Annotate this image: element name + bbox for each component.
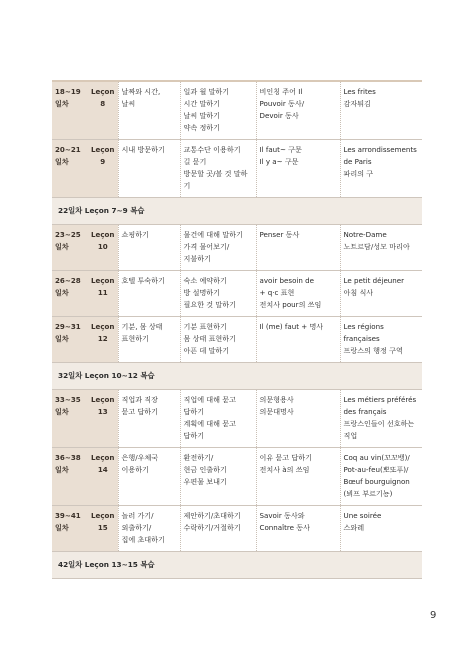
lesson-cell [88, 317, 118, 363]
culture-line: Les arrondissements [343, 145, 417, 154]
culture-line: 노트르담/성모 마리아 [343, 242, 410, 251]
culture-cell [340, 81, 422, 140]
lesson-row [52, 448, 422, 506]
culture-line: 직업 [343, 431, 358, 440]
function-line: 일과 월 말하기 [183, 87, 230, 96]
day-range: 33~35일차 [52, 390, 88, 448]
lesson-number: 10 [97, 242, 108, 251]
grammar-line: avoir besoin de [259, 276, 315, 285]
function-line: 방문할 곳/볼 것 말하기 [183, 169, 248, 190]
culture-line: françaises [343, 334, 380, 343]
function-line: 물건에 대해 말하기 [183, 230, 243, 239]
lesson-label: Leçon [91, 453, 115, 462]
function-cell [180, 140, 256, 198]
function-cell [180, 506, 256, 552]
function-line: 현금 인출하기 [183, 465, 227, 474]
function-line: 약속 정하기 [183, 123, 221, 132]
culture-line: Le petit déjeuner [343, 276, 405, 285]
culture-cell [340, 140, 422, 198]
culture-cell [340, 225, 422, 271]
day-range: 20~21일차 [52, 140, 88, 198]
grammar-line: Il faut~ 구문 [259, 145, 302, 154]
topic-line: 이용하기 [121, 465, 149, 474]
topic-line: 집에 초대하기 [121, 535, 165, 544]
review-row [52, 552, 422, 579]
grammar-cell [256, 317, 340, 363]
grammar-line: + q·c 표현 [259, 288, 295, 297]
lesson-cell [88, 81, 118, 140]
grammar-line: Devoir 동사 [259, 111, 299, 120]
review-label: 42일차 Leçon 13~15 복습 [52, 552, 422, 579]
topic-cell [118, 448, 180, 506]
culture-cell [340, 506, 422, 552]
topic-line: 표현하기 [121, 334, 149, 343]
grammar-line: Savoir 동사와 [259, 511, 305, 520]
grammar-line: Pouvoir 동사/ [259, 99, 305, 108]
lesson-cell [88, 448, 118, 506]
grammar-cell [256, 448, 340, 506]
culture-line: 스와레 [343, 523, 365, 532]
function-line: 날씨 말하기 [183, 111, 221, 120]
lesson-label: Leçon [91, 87, 115, 96]
grammar-line: 의문형용사 [259, 395, 294, 404]
function-cell [180, 390, 256, 448]
culture-line: Bœuf bourguignon [343, 477, 410, 486]
lesson-label: Leçon [91, 276, 115, 285]
topic-cell [118, 271, 180, 317]
function-line: 필요한 것 말하기 [183, 300, 236, 309]
lesson-cell [88, 506, 118, 552]
topic-cell [118, 225, 180, 271]
function-line: 교통수단 이용하기 [183, 145, 241, 154]
topic-cell [118, 81, 180, 140]
culture-cell [340, 448, 422, 506]
function-line: 기분 표현하기 [183, 322, 227, 331]
grammar-line: Il y a~ 구문 [259, 157, 299, 166]
topic-line: 외출하기/ [121, 523, 152, 532]
culture-line: (뵈프 부르기뇽) [343, 489, 393, 498]
grammar-line: 전치사 pour의 쓰임 [259, 300, 322, 309]
topic-line: 호텔 투숙하기 [121, 276, 165, 285]
schedule-body [52, 81, 422, 579]
grammar-line: Il (me) faut + 명사 [259, 322, 324, 331]
culture-line: de Paris [343, 157, 372, 166]
lesson-number: 14 [97, 465, 108, 474]
topic-cell [118, 317, 180, 363]
culture-line: 아침 식사 [343, 288, 374, 297]
function-line: 숙소 예약하기 [183, 276, 227, 285]
review-row [52, 198, 422, 225]
lesson-label: Leçon [91, 145, 115, 154]
page-number: 9 [430, 610, 437, 621]
culture-line: des français [343, 407, 387, 416]
culture-line: Les frites [343, 87, 376, 96]
topic-cell [118, 506, 180, 552]
culture-line: 파리의 구 [343, 169, 374, 178]
function-cell [180, 448, 256, 506]
grammar-cell [256, 140, 340, 198]
topic-line: 묻고 답하기 [121, 407, 159, 416]
lesson-number: 15 [97, 523, 108, 532]
function-line: 답하기 [183, 407, 205, 416]
lesson-row [52, 317, 422, 363]
culture-cell [340, 271, 422, 317]
culture-line: Coq au vin(꼬꼬뱅)/ [343, 453, 410, 462]
grammar-line: 비인칭 주어 Il [259, 87, 303, 96]
function-cell [180, 271, 256, 317]
culture-line: 감자튀김 [343, 99, 371, 108]
lesson-row [52, 271, 422, 317]
lesson-number: 8 [100, 99, 106, 108]
function-line: 제안하기/초대하기 [183, 511, 241, 520]
lesson-label: Leçon [91, 230, 115, 239]
grammar-cell [256, 271, 340, 317]
lesson-row [52, 225, 422, 271]
function-line: 가격 물어보기/ [183, 242, 230, 251]
lesson-label: Leçon [91, 511, 115, 520]
grammar-line: 의문대명사 [259, 407, 294, 416]
function-line: 직업에 대해 묻고 [183, 395, 236, 404]
grammar-cell [256, 506, 340, 552]
function-line: 시간 말하기 [183, 99, 221, 108]
review-label: 22일차 Leçon 7~9 복습 [52, 198, 422, 225]
topic-line: 시내 방문하기 [121, 145, 165, 154]
review-row [52, 363, 422, 390]
grammar-line: Penser 동사 [259, 230, 300, 239]
lesson-row [52, 140, 422, 198]
lesson-row [52, 390, 422, 448]
function-cell [180, 81, 256, 140]
review-label: 32일차 Leçon 10~12 복습 [52, 363, 422, 390]
lesson-cell [88, 271, 118, 317]
grammar-cell [256, 81, 340, 140]
grammar-line: 전치사 à의 쓰임 [259, 465, 310, 474]
grammar-line: 이유 묻고 답하기 [259, 453, 312, 462]
function-line: 길 묻기 [183, 157, 207, 166]
function-line: 아픈 데 말하기 [183, 346, 230, 355]
day-range: 36~38일차 [52, 448, 88, 506]
culture-cell [340, 317, 422, 363]
function-cell [180, 317, 256, 363]
lesson-cell [88, 225, 118, 271]
grammar-cell [256, 225, 340, 271]
lesson-row [52, 81, 422, 140]
lesson-number: 9 [100, 157, 106, 166]
lesson-number: 11 [97, 288, 108, 297]
culture-cell [340, 390, 422, 448]
topic-line: 직업과 직장 [121, 395, 159, 404]
culture-line: Pot-au-feu(뽀또푸)/ [343, 465, 409, 474]
lesson-label: Leçon [91, 322, 115, 331]
topic-line: 놀러 가기/ [121, 511, 154, 520]
lesson-row [52, 506, 422, 552]
topic-line: 날씨 [121, 99, 136, 108]
lesson-cell [88, 390, 118, 448]
topic-line: 쇼핑하기 [121, 230, 149, 239]
function-line: 방 설명하기 [183, 288, 221, 297]
function-line: 수락하기/거절하기 [183, 523, 241, 532]
day-range: 39~41일차 [52, 506, 88, 552]
lesson-label: Leçon [91, 395, 115, 404]
lesson-cell [88, 140, 118, 198]
culture-line: Les régions [343, 322, 384, 331]
lesson-number: 12 [97, 334, 108, 343]
lesson-schedule-table [52, 80, 422, 579]
culture-line: Les métiers préférés [343, 395, 417, 404]
function-line: 몸 상태 표현하기 [183, 334, 236, 343]
day-range: 23~25일차 [52, 225, 88, 271]
day-range: 26~28일차 [52, 271, 88, 317]
culture-line: Une soirée [343, 511, 382, 520]
topic-line: 기분, 몸 상태 [121, 322, 163, 331]
topic-line: 날짜와 시간, [121, 87, 161, 96]
day-range: 18~19일차 [52, 81, 88, 140]
lesson-number: 13 [97, 407, 108, 416]
culture-line: 프랑스인들이 선호하는 [343, 419, 415, 428]
culture-line: Notre-Dame [343, 230, 387, 239]
grammar-line: Connaître 동사 [259, 523, 310, 532]
culture-line: 프랑스의 행정 구역 [343, 346, 403, 355]
day-range: 29~31일차 [52, 317, 88, 363]
topic-line: 은행/우체국 [121, 453, 159, 462]
function-line: 지불하기 [183, 254, 211, 263]
function-line: 우편물 보내기 [183, 477, 227, 486]
function-line: 답하기 [183, 431, 205, 440]
topic-cell [118, 140, 180, 198]
topic-cell [118, 390, 180, 448]
function-line: 계획에 대해 묻고 [183, 419, 236, 428]
grammar-cell [256, 390, 340, 448]
function-cell [180, 225, 256, 271]
function-line: 환전하기/ [183, 453, 214, 462]
